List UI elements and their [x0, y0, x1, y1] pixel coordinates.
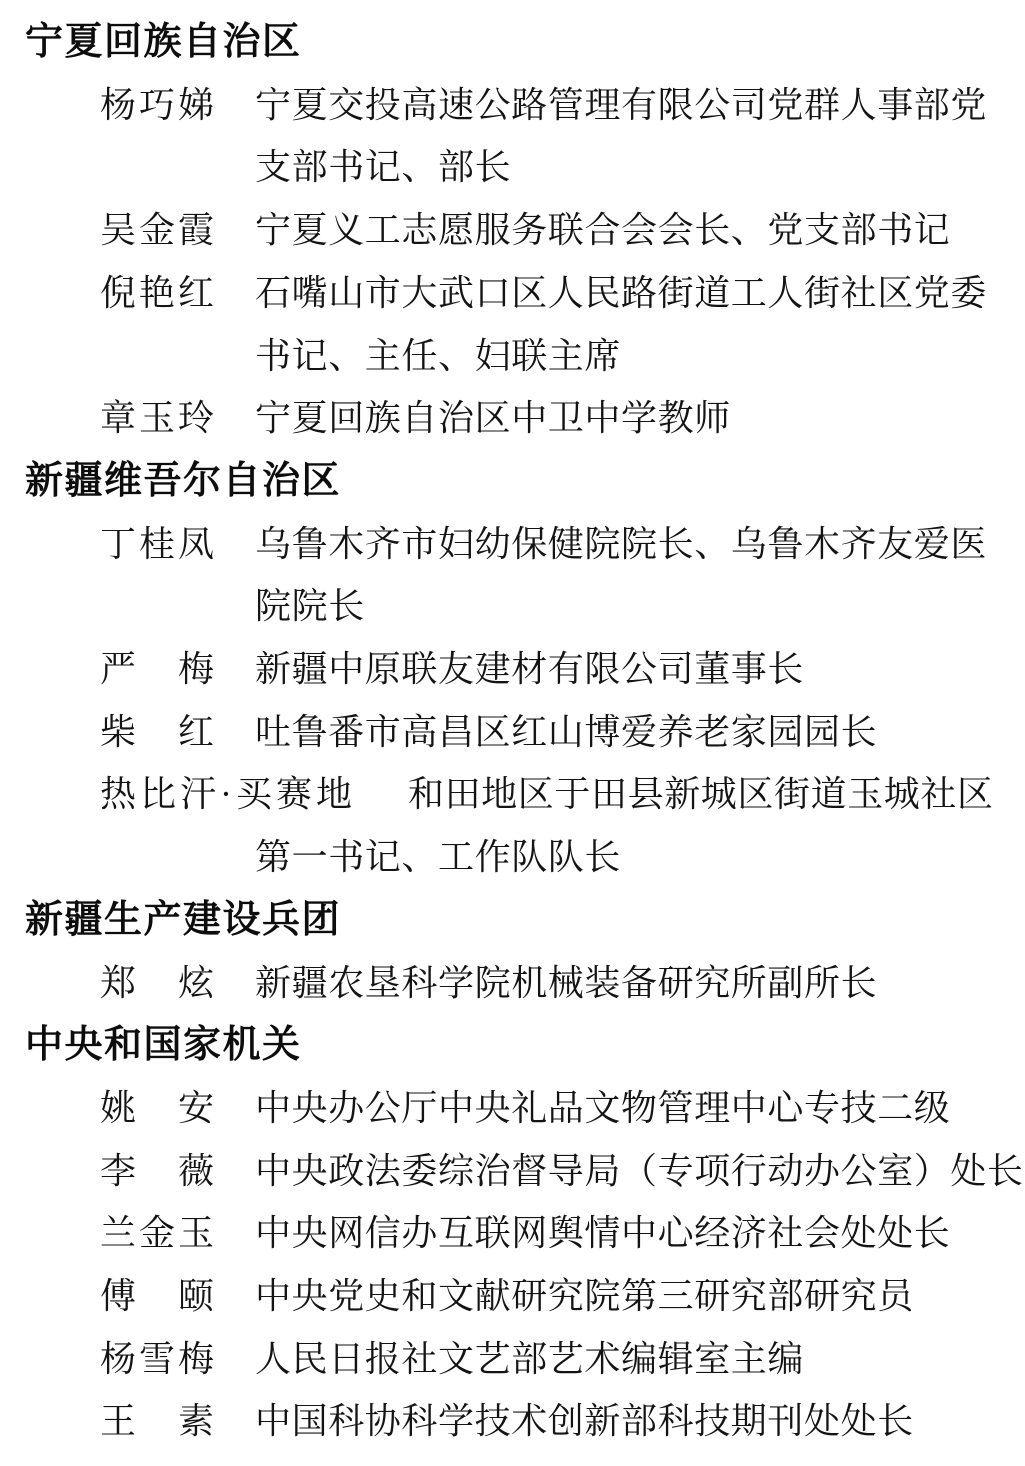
region-section: [25, 450, 1000, 889]
entry-name: 姚 安: [100, 1087, 214, 1128]
entry-row: [100, 1140, 1024, 1203]
entry-name: 杨巧娣: [100, 84, 214, 125]
entry-row: [100, 1328, 1000, 1391]
entry-name: 丁桂凤: [100, 523, 214, 564]
entry-row: [100, 701, 1000, 764]
position-line: 中国科协科学技术创新部科技期刊处处长: [255, 1401, 914, 1442]
entry-name: 吴金霞: [100, 210, 214, 251]
entry-position: [255, 262, 1000, 387]
position-line: 中央网信办互联网舆情中心经济社会处处长: [255, 1213, 951, 1254]
entry-name: 王 素: [100, 1401, 214, 1442]
position-line: 中央党史和文献研究院第三研究部研究员: [255, 1276, 914, 1317]
entry-position: [255, 1202, 1000, 1265]
entry-name: 倪艳红: [100, 272, 214, 313]
entry-position: [255, 513, 1000, 638]
entry-position: [255, 1077, 1000, 1140]
position-line: 支部书记、部长: [255, 147, 512, 188]
position-line: 吐鲁番市高昌区红山博爱养老家园园长: [255, 711, 878, 752]
position-line: 人民日报社文艺部艺术编辑室主编: [255, 1338, 805, 1379]
entry-position: [255, 1140, 1024, 1203]
region-section: [25, 11, 1000, 450]
entry-row: [100, 387, 1000, 450]
section-entries: [25, 513, 1000, 889]
position-line: 宁夏交投高速公路管理有限公司党群人事部党: [255, 84, 988, 125]
region-section: [25, 1014, 1024, 1453]
entry-name: 傅 颐: [100, 1276, 214, 1317]
entry-row-wide-name: [100, 763, 1000, 888]
section-header: 中央和国家机关: [25, 1024, 302, 1067]
entry-row: [100, 262, 1000, 387]
entry-row: [100, 1202, 1000, 1265]
position-line: 书记、主任、妇联主席: [255, 335, 622, 376]
entry-row: [100, 1265, 1000, 1328]
section-entries: [25, 1077, 1024, 1453]
position-line: 乌鲁木齐市妇幼保健院院长、乌鲁木齐友爱医: [255, 523, 988, 564]
entry-position: [255, 199, 1000, 262]
position-line: 新疆中原联友建材有限公司董事长: [255, 649, 805, 690]
entry-position: [255, 74, 1000, 199]
entry-name: 严 梅: [100, 649, 214, 690]
entry-position: [255, 638, 1000, 701]
entry-position: [255, 1265, 1000, 1328]
entry-name: 杨雪梅: [100, 1338, 214, 1379]
entry-row: [100, 74, 1000, 199]
section-header: 宁夏回族自治区: [25, 21, 302, 63]
position-line: 第一书记、工作队队长: [255, 837, 622, 878]
entry-name: 柴 红: [100, 711, 214, 752]
entry-position: [255, 1328, 1000, 1391]
entry-name: 李 薇: [100, 1150, 214, 1191]
entry-name: 兰金玉: [100, 1213, 214, 1254]
entry-row: [100, 1077, 1000, 1140]
entry-position: [255, 826, 1000, 889]
entry-row: [100, 952, 1000, 1015]
entry-position: [255, 1390, 1000, 1453]
position-line: 石嘴山市大武口区人民路街道工人街社区党委: [255, 272, 988, 313]
section-entries: [25, 952, 1000, 1015]
region-section: [25, 889, 1000, 1014]
position-line: 宁夏义工志愿服务联合会会长、党支部书记: [255, 210, 951, 251]
section-header: 新疆维吾尔自治区: [25, 459, 342, 502]
position-line: 新疆农垦科学院机械装备研究所副所长: [255, 962, 878, 1003]
position-line: 中央政法委综治督导局（专项行动办公室）处长: [255, 1150, 1024, 1191]
section-header: 新疆生产建设兵团: [25, 898, 342, 941]
section-entries: [25, 74, 1000, 450]
entry-name: 热比汗·买赛地: [100, 774, 356, 815]
position-line: 院院长: [255, 586, 365, 627]
position-line: 和田地区于田县新城区街道玉城社区: [408, 774, 994, 815]
entry-position: [255, 952, 1000, 1015]
position-line: 中央办公厅中央礼品文物管理中心专技二级: [255, 1087, 951, 1128]
entry-position: [255, 701, 1000, 764]
entry-row: [100, 638, 1000, 701]
position-line: 宁夏回族自治区中卫中学教师: [255, 398, 731, 439]
sections-container: [25, 11, 1024, 1453]
entry-row: [100, 513, 1000, 638]
entry-position: [255, 387, 1000, 450]
entry-row: [100, 199, 1000, 262]
entry-name: 郑 炫: [100, 962, 214, 1003]
entry-name: 章玉玲: [100, 398, 214, 439]
entry-row: [100, 1390, 1000, 1453]
